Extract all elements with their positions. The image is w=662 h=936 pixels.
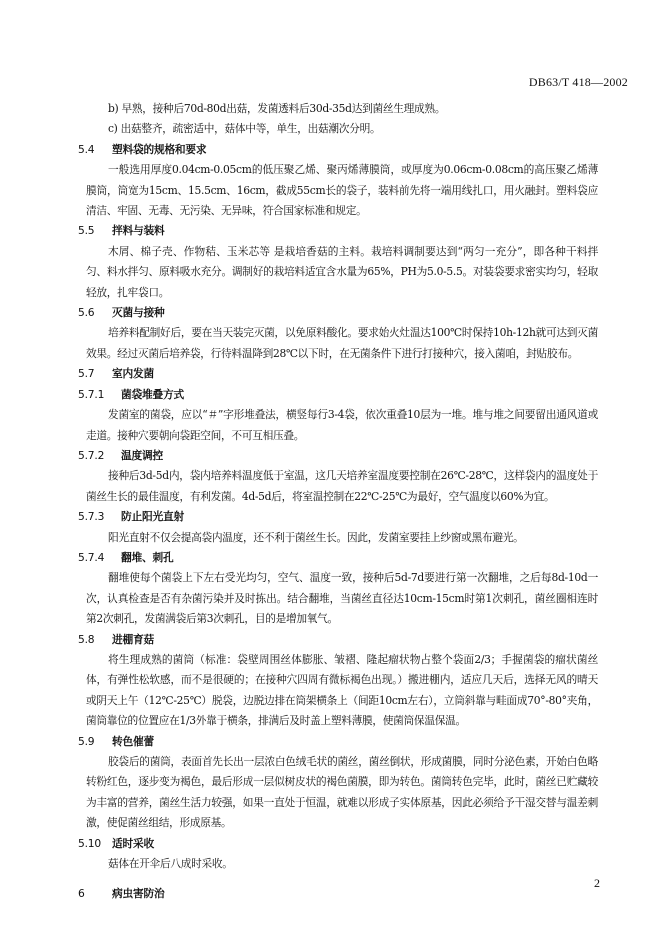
section-5-8-text: 将生理成熟的菌筒（标准：袋壁周围丝体膨胀、皱褶、隆起瘤状物占整个袋面2/3；手握菌袋的瘤状菌丝体，有弹性松软感，而不是很硬的；在接种穴四周有微标褐色出现。）搬进棚内，适应几天后，选择无风的晴天或阴天上午（12℃-25℃）脱袋，边脱边排在筒架横条上（间距10cm左右），立筒斜靠与畦面成70°-80°夹角，菌筒靠位的位置应在1/3外靠于横条，排满后及时盖上塑料薄膜，使菌筒保温保温。 xyxy=(86,652,598,728)
heading-5-9: 5.9 转色催蕾 xyxy=(78,734,154,748)
heading-5-8: 5.8 进棚育菇 xyxy=(78,632,154,646)
section-5-9-text: 胶袋后的菌筒，表面首先长出一层浓白色绒毛状的菌丝，菌丝倒状，形成菌膜，同时分泌色素，开始白色略转粉红色，逐步变为褐色，最后形成一层似树皮状的褐色菌膜，即为转色。菌筒转色完毕，此时，菌丝已贮藏较为丰富的营养，菌丝生活力较强，如果一直处于恒温，就难以形成子实体原基，因此必须给予干湿交替与温差刺激，使促菌丝组结，形成原基。 xyxy=(86,755,598,830)
heading-5-6: 5.6 灭菌与接种 xyxy=(78,306,165,320)
section-5-10-text: 菇体在开伞后八成时采收。 xyxy=(108,857,233,871)
heading-5-4: 5.4 塑料袋的规格和要求 xyxy=(78,142,207,156)
heading-5-7-1: 5.7.1 菌袋堆叠方式 xyxy=(78,387,184,401)
section-5-4-text: 一般选用厚度0.04cm-0.05cm的低压聚乙烯、聚丙烯薄膜筒，或厚度为0.06cm-0.08cm的高压聚乙烯薄膜筒，筒宽为15cm、15.5cm、16cm，截成55cm长的袋子，装料前先将一端用线扎口，用火融封。塑料袋应清洁、牢固、无毒、无污染、无异味，符合国家标准和规定。 xyxy=(86,163,598,218)
page-number: 2 xyxy=(594,876,600,890)
section-5-7-1-text: 发菌室的菌袋，应以“＃”字形堆叠法，横竖每行3-4袋，依次重叠10层为一堆。堆与堆之间要留出通风道或走道。接种穴要朝向袋距空间，不可互相压叠。 xyxy=(86,408,598,442)
section-5-5-text: 木屑、棉子壳、作物秸、玉米芯等 是栽培香菇的主料。栽培料调制要达到“两匀一充分”，即各种干料拌匀、料水拌匀、原料吸水充分。调制好的栽培料适宜含水量为65%，PH为5.0-5.5。对装袋要求密实均匀，轻取轻放，扎牢袋口。 xyxy=(86,244,598,299)
section-5-7-4-text: 翻堆使每个菌袋上下左右受光均匀，空气、温度一致，接种后5d-7d要进行第一次翻堆，之后每8d-10d一次，认真检查是否有杂菌污染并及时拣出。结合翻堆，当菌丝直径达10cm-15cm时第1次刺孔，菌丝圈相连时第2次刺孔，发菌满袋后第3次刺孔，目的是增加氧气。 xyxy=(86,571,598,626)
section-5-7-3-text: 阳光直射不仅会提高袋内温度，还不利于菌丝生长。因此，发菌室要挂上纱窗或黑布避光。 xyxy=(108,530,524,544)
item-b: b) 早熟，接种后70d-80d出菇，发菌透料后30d-35d达到菌丝生理成熟。 xyxy=(108,102,446,115)
heading-5-5: 5.5 拌料与装料 xyxy=(78,224,165,238)
heading-5-10: 5.10 适时采收 xyxy=(78,836,154,850)
section-5-7-2-text: 接种后3d-5d内，袋内培养料温度低于室温，这几天培养室温度要控制在26℃-28℃，这样袋内的温度处于菌丝生长的最佳温度，有利发菌。4d-5d后，将室温控制在22℃-25℃为最好，空气温度以60%为宜。 xyxy=(86,469,598,503)
heading-5-7-3: 5.7.3 防止阳光直射 xyxy=(78,510,184,524)
heading-5-7-4: 5.7.4 翻堆、刺孔 xyxy=(78,550,174,564)
heading-5-7-2: 5.7.2 温度调控 xyxy=(78,448,163,462)
document-id-header: DB63/T 418—2002 xyxy=(528,75,628,89)
document-body xyxy=(78,99,598,905)
heading-6: 6 病虫害防治 xyxy=(78,887,165,901)
item-c: c) 出菇整齐，疏密适中，菇体中等，单生，出菇潮次分明。 xyxy=(108,122,381,136)
section-5-6-text: 培养料配制好后，要在当天装完灭菌，以免原料酸化。要求始火灶温达100℃时保持10h-12h就可达到灭菌效果。经过灭菌后培养袋，行待料温降到28℃以下时，在无菌条件下进行打接种穴，接入菌咱，封贴胶布。 xyxy=(86,326,598,360)
heading-5-7: 5.7 室内发菌 xyxy=(78,367,154,381)
